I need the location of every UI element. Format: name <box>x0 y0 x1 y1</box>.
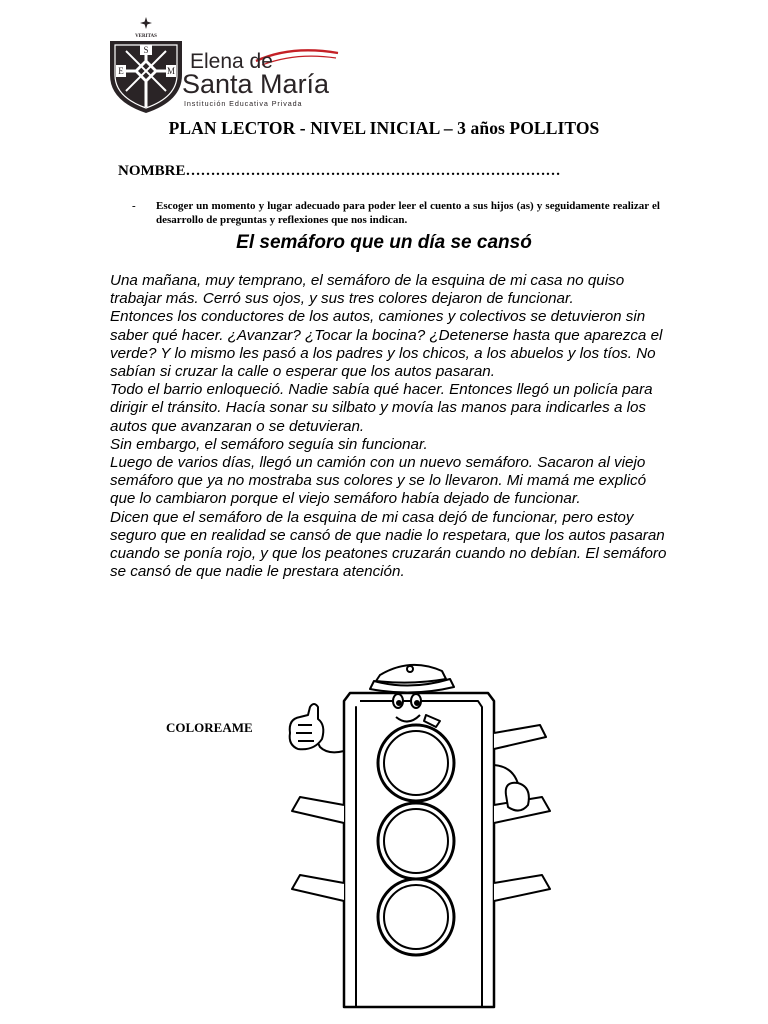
school-logo-graphic <box>106 15 346 115</box>
left-arm-icon <box>290 704 344 752</box>
logo-motto: VERITAS <box>135 34 157 39</box>
lamp-top <box>378 725 454 801</box>
story-paragraph: Luego de varios días, llegó un camión con un nuevo semáforo. Sacaron al viejo semáforo que ya no mostraba sus colores y se lo llevaron. Mi mamá me explicó que lo cambiaron porque el viejo semáforo había dejado de funcionar. <box>110 454 647 508</box>
lamp-bottom <box>378 879 454 955</box>
story-paragraph: Todo el barrio enloqueció. Nadie sabía qué hacer. Entonces llegó un policía para dirigir el tránsito. Hacía sonar su silbato y movía las manos para indicarles a los autos que avanzaran o se detuvieran. <box>110 381 653 435</box>
story-paragraph: Dicen que el semáforo de la esquina de mi casa dejó de funcionar, pero estoy seguro que en realidad se cansó de que nadie lo respetara, que los autos pasaran cuando se ponía rojo, y que los peatones cruzarán cuando no debían. El semáforo se cansó de que nadie le prestara atención. <box>110 508 667 581</box>
star-icon <box>140 17 152 29</box>
instructions-bullet: - <box>132 200 136 212</box>
logo-name-line2: Santa María <box>182 69 330 99</box>
name-field[interactable]: NOMBRE………………………………………………………………… <box>118 163 561 179</box>
coloring-label: COLOREAME <box>166 720 253 735</box>
lamp-middle <box>378 803 454 879</box>
story-text <box>110 272 670 581</box>
story-paragraph: Una mañana, muy temprano, el semáforo de la esquina de mi casa no quiso trabajar más. Cerró sus ojos, y sus tres colores dejaron de funcionar. <box>110 272 625 308</box>
police-cap-icon <box>370 665 454 693</box>
logo-tagline: Institución Educativa Privada <box>184 99 303 108</box>
shield-letter-s: S <box>143 45 149 55</box>
shield-letter-e: E <box>118 66 124 76</box>
story-paragraph: Entonces los conductores de los autos, camiones y colectivos se detuvieron sin saber qué hacer. ¿Avanzar? ¿Tocar la bocina? ¿Detenerse hasta que aparezca el verde? Y lo mismo les pasó a los padres y los chicos, a los abuelos y los tíos. No sabían si cruzar la calle o esperar que los autos pasaran. <box>110 308 663 381</box>
shield-letter-m: M <box>166 66 176 76</box>
visor-top <box>494 725 546 749</box>
visor-middle <box>292 797 344 823</box>
visor-bottom <box>292 875 344 901</box>
school-logo <box>106 15 346 115</box>
story-title: El semáforo que un día se cansó <box>236 232 532 253</box>
instructions <box>132 199 660 227</box>
instructions-text: Escoger un momento y lugar adecuado para poder leer el cuento a sus hijos (as) y seguidamente realizar el desarrollo de preguntas y reflexiones que nos indican. <box>156 200 660 226</box>
traffic-light-illustration <box>270 655 570 1015</box>
logo-name-line1: Elena de <box>190 50 273 73</box>
story-paragraph: Sin embargo, el semáforo seguía sin funcionar. <box>110 435 428 453</box>
page-title: PLAN LECTOR - NIVEL INICIAL – 3 años POLLITOS <box>168 118 600 138</box>
